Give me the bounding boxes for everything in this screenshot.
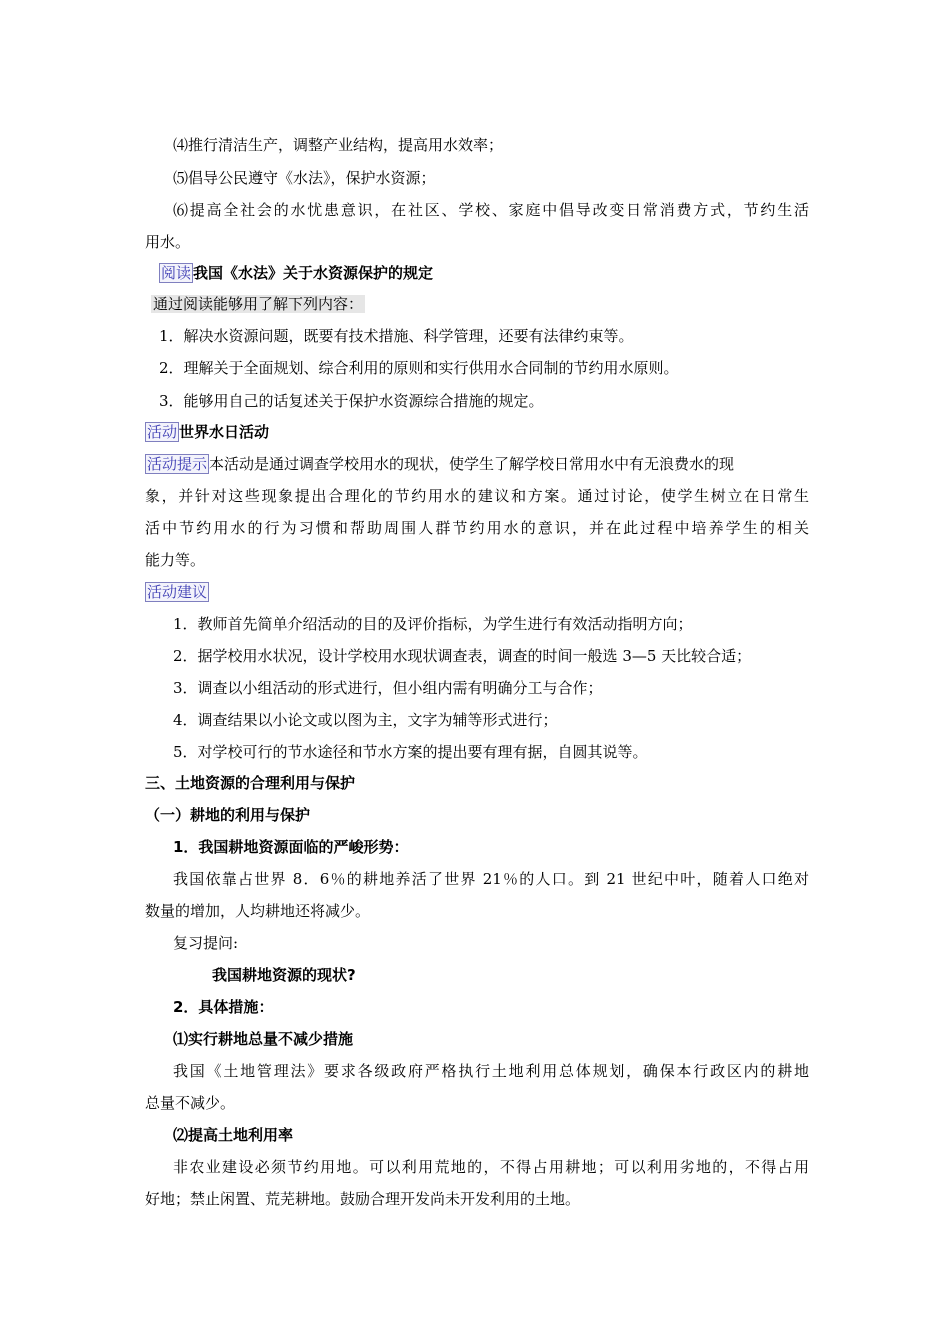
text: ⑵提高土地利用率 [173, 1126, 294, 1144]
section-3-heading [145, 773, 355, 793]
reading-item-3 [159, 391, 544, 411]
activity-tip-tag[interactable]: 活动提示 [147, 455, 208, 473]
subheading-1 [173, 837, 408, 857]
text: 我国耕地资源的现状? [212, 966, 356, 984]
text: 2．据学校用水状况，设计学校用水现状调查表，调查的时间一般选 3—5 天比较合适； [173, 647, 752, 665]
paragraph-measure-4 [173, 135, 503, 155]
activity-heading [145, 422, 269, 442]
subheading-2 [173, 997, 273, 1017]
text: 复习提问: [173, 934, 239, 952]
text: 数量的增加，人均耕地还将减少。 [145, 902, 371, 920]
text: 2．理解关于全面规划、综合利用的原则和实行供用水合同制的节约用水原则。 [159, 359, 679, 377]
reading-item-1 [159, 326, 634, 346]
paragraph-measure-1-cont [145, 1093, 235, 1113]
measure-1-heading [173, 1029, 353, 1049]
text: ⑴实行耕地总量不减少措施 [173, 1030, 354, 1048]
text: 活中节约用水的行为习惯和帮助周围人群节约用水的意识，并在此过程中培养学生的相关 [145, 519, 809, 537]
activity-title: 世界水日活动 [179, 423, 270, 441]
paragraph-measure-1 [173, 1061, 809, 1081]
text: （一）耕地的利用与保护 [145, 806, 311, 824]
reading-intro [151, 294, 365, 314]
paragraph-measure-2-cont [145, 1189, 580, 1209]
suggestion-item-1 [173, 614, 693, 634]
suggestion-item-4 [173, 710, 558, 730]
text: 我国依靠占世界 8．6％的耕地养活了世界 21％的人口。到 21 世纪中叶，随着人口绝对 [173, 870, 809, 888]
text: ⑷推行清洁生产，调整产业结构，提高用水效率； [173, 136, 504, 154]
activity-tip-line-1 [145, 454, 734, 474]
text: 1．教师首先简单介绍活动的目的及评价指标，为学生进行有效活动指明方向； [173, 615, 693, 633]
text: 1．解决水资源问题，既要有技术措施、科学管理，还要有法律约束等。 [159, 327, 634, 345]
suggestion-item-2 [173, 646, 751, 666]
text: 通过阅读能够用了解下列内容： [153, 295, 364, 313]
activity-suggestion-heading [145, 582, 209, 602]
review-question [212, 965, 356, 985]
review-label [173, 933, 238, 953]
text: 好地；禁止闲置、荒芜耕地。鼓励合理开发尚未开发利用的土地。 [145, 1190, 581, 1208]
reading-item-2 [159, 358, 679, 378]
paragraph-measure-5 [173, 168, 436, 188]
reading-title: 我国《水法》关于水资源保护的规定 [193, 264, 434, 282]
paragraph-measure-6 [173, 200, 809, 220]
activity-suggestion-tag[interactable]: 活动建议 [147, 583, 208, 601]
measure-2-heading [173, 1125, 293, 1145]
text: 1．我国耕地资源面临的严峻形势： [173, 838, 409, 856]
activity-tip-line-4 [145, 550, 205, 570]
text: 2．具体措施： [173, 998, 274, 1016]
activity-tag[interactable]: 活动 [147, 423, 178, 441]
text: 能力等。 [145, 551, 206, 569]
section-3-1-heading [145, 805, 310, 825]
text: 象，并针对这些现象提出合理化的节约用水的建议和方案。通过讨论，使学生树立在日常生 [145, 487, 809, 505]
text: 3．能够用自己的话复述关于保护水资源综合措施的规定。 [159, 392, 544, 410]
reading-tag[interactable]: 阅读 [161, 264, 192, 282]
text: 3．调查以小组活动的形式进行，但小组内需有明确分工与合作； [173, 679, 603, 697]
text: 总量不减少。 [145, 1094, 236, 1112]
text: 我国《土地管理法》要求各级政府严格执行土地利用总体规划，确保本行政区内的耕地 [173, 1062, 809, 1080]
activity-tip-line-3 [145, 518, 809, 538]
text: ⑹提高全社会的水忧患意识，在社区、学校、家庭中倡导改变日常消费方式，节约生活 [173, 201, 809, 219]
text: 非农业建设必须节约用地。可以利用荒地的，不得占用耕地；可以利用劣地的，不得占用 [173, 1158, 809, 1176]
text: 本活动是通过调查学校用水的现状，使学生了解学校日常用水中有无浪费水的现 [209, 455, 735, 473]
suggestion-item-5 [173, 742, 648, 762]
suggestion-item-3 [173, 678, 603, 698]
paragraph-measure-2 [173, 1157, 809, 1177]
paragraph-farmland-1 [173, 869, 809, 889]
text: 三、土地资源的合理利用与保护 [145, 774, 356, 792]
text: ⑸倡导公民遵守《水法》，保护水资源； [173, 169, 436, 187]
activity-tip-line-2 [145, 486, 809, 506]
reading-heading [159, 263, 433, 283]
text: 用水。 [145, 233, 191, 251]
paragraph-measure-6-cont [145, 232, 190, 252]
text: 4．调查结果以小论文或以图为主，文字为辅等形式进行； [173, 711, 558, 729]
text: 5．对学校可行的节水途径和节水方案的提出要有理有据，自圆其说等。 [173, 743, 648, 761]
paragraph-farmland-1-cont [145, 901, 370, 921]
